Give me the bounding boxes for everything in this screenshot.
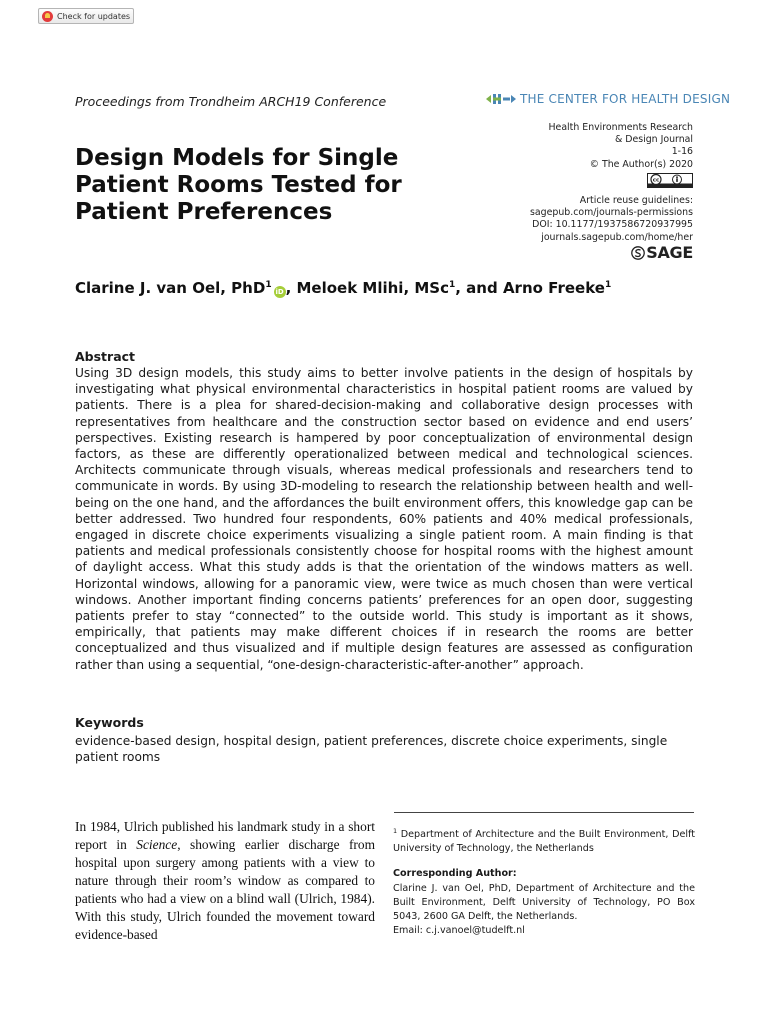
article-title: Design Models for Single Patient Rooms Tested for Patient Preferences: [75, 145, 402, 225]
reuse-line: Article reuse guidelines:: [579, 195, 693, 207]
conference-label: Proceedings from Trondheim ARCH19 Conference: [75, 94, 387, 109]
creative-commons-license-icon[interactable]: [647, 173, 693, 188]
author-separator: ,: [285, 279, 297, 297]
sage-text: SAGE: [646, 242, 693, 262]
permissions-link[interactable]: sagepub.com/journals-permissions: [530, 207, 693, 219]
meta-line: 1-16: [671, 146, 693, 158]
keywords-text: evidence-based design, hospital design, patient preferences, discrete choice experiments, single patient rooms: [75, 734, 668, 765]
author-list: [75, 279, 715, 298]
intro-text: , showing earlier discharge from hospital upon surgery among patients with a view to nature through their room’s window as compared to patients who had a view on a blind wall (Ulrich, 1984). With this study, Ulrich founded the movement toward evidence-based: [75, 837, 375, 942]
affiliation-footnote: [393, 824, 695, 856]
email-link[interactable]: Email: c.j.vanoel@tudelft.nl: [393, 925, 525, 936]
publisher-logo: [485, 92, 730, 106]
corresponding-address: Clarine J. van Oel, PhD, Department of Architecture and the Built Environment, Delft University of Technology, PO Box 5043, 2600 GA Delft, the Netherlands.: [393, 883, 695, 922]
affiliation-mark: 1: [393, 827, 398, 835]
abstract-text: Using 3D design models, this study aims to better involve patients in the design of hospitals by investigating what physical environmental characteristics in hospital patient rooms are valued by patients. There is a plea for shared-decision-making and collaborative design processes with representatives from healthcare and the construction sector based on evidence and end users’ perspectives. Existing research is hampered by poor conceptualization of environmental design factors, as these are differently operationalized between medical and technological sciences. Architects communicate through visuals, whereas medical professionals and researchers tend to communicate in words. By using 3D-modeling to research the relationship between health and well-being on the one hand, and the affordances the built environment offers, this knowledge gap can be better addressed. Two hundred four respondents, 60% patients and 40% medical professionals, engaged in discrete choice experiments visualizing a single patient room. A main finding is that patients and medical professionals consistently choose for hospital rooms with the highest amount of daylight access. What this study adds is that the orientation of the windows matters as well. Horizontal windows, allowing for a panoramic view, were twice as much chosen than were vertical windows. Another important finding concerns patients’ preferences for an open door, suggesting patients prefer to stay “connected” to the outside world. This study is important as it shows, empirically, that patients may make different choices if in research the rooms are better conceptualized and thus visualized and if multiple design features are assessed as configuration rather than using a sequential, “one-design-characteristic-after-another” approach.: [75, 366, 693, 672]
corresponding-heading: Corresponding Author:: [393, 868, 517, 879]
check-for-updates-label: Check for updates: [57, 11, 131, 21]
author-name: Meloek Mlihi, MSc: [296, 279, 449, 297]
sage-icon: [631, 246, 645, 260]
publisher-name: THE CENTER FOR HEALTH DESIGN: [520, 92, 731, 106]
orcid-icon[interactable]: iD: [275, 288, 284, 296]
meta-line: © The Author(s) 2020: [589, 158, 693, 170]
doi-line[interactable]: DOI: 10.1177/1937586720937995: [532, 219, 693, 231]
journal-name: Science: [136, 837, 178, 852]
sage-logo: [473, 242, 693, 262]
abstract-heading: Abstract: [75, 349, 136, 364]
affiliation-mark: 1: [265, 280, 272, 290]
footnote-divider: [394, 812, 694, 813]
author-name: Arno Freeke: [502, 279, 605, 297]
center-for-health-design-icon: [485, 92, 517, 106]
svg-text:cc: cc: [652, 177, 660, 184]
journal-meta: [473, 122, 693, 260]
meta-line: & Design Journal: [614, 134, 693, 146]
journal-link[interactable]: journals.sagepub.com/home/her: [541, 231, 693, 243]
author-name: Clarine J. van Oel, PhD: [75, 279, 266, 297]
author-separator: , and: [455, 279, 503, 297]
intro-paragraph: [75, 818, 375, 944]
corresponding-author: [393, 882, 695, 938]
check-for-updates-button[interactable]: [38, 8, 134, 24]
affiliation-mark: 1: [604, 280, 612, 290]
affiliation-text: Department of Architecture and the Built Environment, Delft University of Technology, the Netherlands: [393, 829, 695, 855]
meta-line: Health Environments Research: [548, 122, 693, 133]
keywords-heading: Keywords: [75, 715, 144, 730]
intro-text: In 1984, Ulrich published his landmark study in a short report in: [75, 819, 375, 852]
affiliation-mark: 1: [449, 280, 456, 290]
update-icon: [42, 11, 53, 22]
